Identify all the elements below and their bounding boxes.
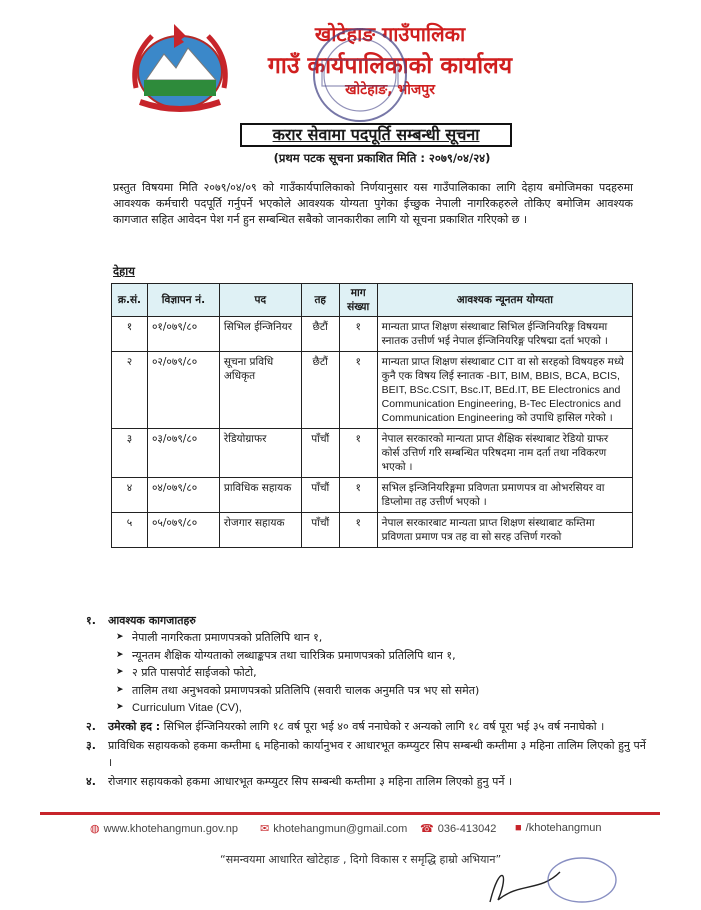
- cell-qualification: मान्यता प्राप्त शिक्षण संस्थाबाट CIT वा सो सरहको विषयहरु मध्ये कुनै एक विषय लिई स्नातक -BIT, BIM, BBIS, BCA, BCIS, BEIT, BSc.CSIT, Bsc.IT, BEd.IT, BE Electronics and Communication Engineering, B-Tec Electronics and Communication Engineering को उपाधि हासिल गरेको ।: [377, 352, 632, 429]
- vacancy-table: [111, 283, 633, 548]
- requirements-section: [86, 612, 646, 790]
- col-ad-no: विज्ञापन नं.: [147, 284, 219, 317]
- item-number: २.: [86, 719, 96, 733]
- cell-post: सिभिल ईन्जिनियर: [219, 317, 301, 352]
- table-row: [112, 429, 633, 478]
- cell-qualification: नेपाल सरकारको मान्यता प्राप्त शैक्षिक संस्थाबाट रेडियो ग्राफर कोर्स उत्तिर्ण गरि सम्बन्धित परिषदमा नाम दर्ता तथा नविकरण भएको ।: [377, 429, 632, 478]
- document-bullet: [116, 682, 646, 700]
- email-link[interactable]: khotehangmun@gmail.com: [273, 823, 408, 835]
- cell-demand: १: [339, 513, 377, 548]
- notice-title: करार सेवामा पदपूर्ति सम्बन्धी सूचना: [240, 123, 512, 147]
- publish-date: (प्रथम पटक सूचना प्रकाशित मिति : २०७९/०४/२४): [273, 151, 491, 165]
- document-bullet: [116, 629, 646, 647]
- item-number: १.: [86, 614, 96, 627]
- cell-level: पाँचौं: [301, 429, 339, 478]
- arrow-bullet-icon: ➤: [116, 702, 124, 712]
- phone-icon: ☎: [420, 823, 434, 835]
- cell-qualification: नेपाल सरकारबाट मान्यता प्राप्त शिक्षण संस्थाबाट कम्तिमा प्रविणता प्रमाण पत्र तह वा सो सरह उत्तिर्ण गरको: [377, 513, 632, 548]
- arrow-bullet-icon: ➤: [116, 649, 124, 660]
- cell-level: छैटौं: [301, 317, 339, 352]
- document-bullet: [116, 699, 646, 718]
- col-qualification: आवश्यक न्यूनतम योग्यता: [377, 284, 632, 317]
- website-link[interactable]: www.khotehangmun.gov.np: [103, 823, 238, 835]
- signature-stamp-icon: [470, 852, 620, 910]
- cell-post: रोजगार सहायक: [219, 513, 301, 548]
- intro-paragraph: प्रस्तुत विषयमा मिति २०७९/०४/०९ को गाउँकार्यपालिकाको निर्णयानुसार यस गाउँपालिकाका लागि देहाय बमोजिमका पदहरुमा आवश्यक कर्मचारी पदपूर्ति गर्नुपर्ने भएकोले आवश्यक योग्यता पुगेका ईच्छुक नेपाली नागरिकहरुले तोकिए बमोजिम आवश्यक कागजात सहित आवेदन पेश गर्न हुन सम्बन्धित सबैको जानकारीका लागि यो सूचना प्रकाशित गरिएको छ ।: [113, 181, 633, 226]
- facebook-link[interactable]: /khotehangmun: [525, 822, 602, 834]
- document-text: २ प्रति पासपोर्ट साईजको फोटो,: [132, 666, 257, 679]
- cell-ad-no: ०२/०७९/८०: [147, 352, 219, 429]
- cell-level: पाँचौं: [301, 513, 339, 548]
- document-text: Curriculum Vitae (CV),: [132, 702, 242, 714]
- table-row: [112, 513, 633, 548]
- slogan: “समन्वयमा आधारित खोटेहाङ , दिगो विकास र समृद्धि हाम्रो अभियान”: [220, 853, 502, 866]
- technical-assistant-text: प्राविधिक सहायकको हकमा कम्तीमा ६ महिनाको कार्यानुभव र आधारभूत कम्प्युटर सिप सम्बन्धी कम्तीमा ३ महिना तालिम लिएको हुनु पर्ने ।: [108, 738, 646, 769]
- document-text: न्यूनतम शैक्षिक योग्यताको लब्धाङ्कपत्र तथा चारित्रिक प्रमाणपत्रको प्रतिलिपि थान १,: [132, 648, 456, 662]
- email-contact[interactable]: [260, 822, 407, 835]
- cell-demand: १: [339, 352, 377, 429]
- cell-ad-no: ०४/०७९/८०: [147, 478, 219, 513]
- facebook-icon: ■: [515, 822, 522, 834]
- employment-assistant-item: [86, 773, 646, 790]
- cell-serial: ४: [112, 478, 148, 513]
- item-number: ४.: [86, 774, 96, 788]
- table-row: [112, 352, 633, 429]
- municipality-name: खोटेहाङ गाउँपालिका: [314, 22, 466, 46]
- cell-ad-no: ०३/०७९/८०: [147, 429, 219, 478]
- mail-icon: ✉: [260, 823, 270, 835]
- document-bullet: [116, 664, 646, 682]
- footer-divider: [40, 812, 660, 815]
- col-serial: क्र.सं.: [112, 284, 148, 317]
- col-post: पद: [219, 284, 301, 317]
- website-contact[interactable]: [90, 822, 238, 835]
- facebook-contact[interactable]: [515, 822, 602, 834]
- arrow-bullet-icon: ➤: [116, 667, 124, 677]
- cell-serial: १: [112, 317, 148, 352]
- office-stamp-icon: [300, 20, 420, 130]
- table-row: [112, 317, 633, 352]
- age-limit-text: सिभिल ईन्जिनियरको लागि १८ वर्ष पूरा भई ४० वर्ष ननाघेको र अन्यको लागि १८ वर्ष पूरा भई ३५ वर्ष ननाघेको ।: [160, 719, 605, 733]
- cell-demand: १: [339, 478, 377, 513]
- office-name: गाउँ कार्यपालिकाको कार्यालय: [267, 53, 513, 79]
- cell-serial: २: [112, 352, 148, 429]
- cell-demand: १: [339, 429, 377, 478]
- cell-demand: १: [339, 317, 377, 352]
- col-level: तह: [301, 284, 339, 317]
- cell-post: प्राविधिक सहायक: [219, 478, 301, 513]
- age-limit-title: उमेरको हद :: [108, 719, 161, 733]
- table-row: [112, 478, 633, 513]
- cell-ad-no: ०५/०७९/८०: [147, 513, 219, 548]
- col-demand: माग संख्या: [339, 284, 377, 317]
- cell-serial: ३: [112, 429, 148, 478]
- arrow-bullet-icon: ➤: [116, 684, 124, 695]
- required-documents-item: [86, 612, 646, 629]
- cell-qualification: मान्यता प्राप्त शिक्षण संस्थाबाट सिभिल ईन्जिनियरिङ्ग विषयमा स्नातक उत्तीर्ण भई नेपाल ईन्जिनियरिङ्ग परिषद्मा दर्ता भएको ।: [377, 317, 632, 352]
- item-number: ३.: [86, 738, 96, 752]
- table-header-row: [112, 284, 633, 317]
- cell-level: छैटौं: [301, 352, 339, 429]
- globe-icon: ◍: [90, 823, 100, 835]
- age-limit-item: [86, 718, 646, 735]
- document-text: नेपाली नागरिकता प्रमाणपत्रको प्रतिलिपि थान १,: [132, 631, 323, 644]
- technical-assistant-item: [86, 737, 646, 771]
- required-documents-title: आवश्यक कागजातहरु: [108, 614, 196, 627]
- section-label: देहाय: [113, 264, 135, 278]
- arrow-bullet-icon: ➤: [116, 632, 124, 642]
- cell-post: रेडियोग्राफर: [219, 429, 301, 478]
- cell-level: पाँचौं: [301, 478, 339, 513]
- phone-contact: [420, 822, 496, 835]
- office-address: खोटेहाङ, भोजपुर: [345, 82, 435, 98]
- employment-assistant-text: रोजगार सहायकको हकमा आधारभूत कम्प्युटर सिप सम्बन्धी कम्तीमा ३ महिना तालिम लिएको हुनु पर्ने ।: [108, 774, 513, 788]
- cell-ad-no: ०१/०७९/८०: [147, 317, 219, 352]
- cell-qualification: सभिल इन्जिनियरिङ्गमा प्रविणता प्रमाणपत्र वा ओभरसियर वा डिप्लोमा तह उत्तीर्ण भएको ।: [377, 478, 632, 513]
- cell-serial: ५: [112, 513, 148, 548]
- document-bullet: [116, 647, 646, 665]
- document-text: तालिम तथा अनुभवको प्रमाणपत्रको प्रतिलिपि (सवारी चालक अनुमति पत्र भए सो समेत): [132, 683, 480, 697]
- phone-number: 036-413042: [437, 823, 497, 835]
- cell-post: सूचना प्रविधि अधिकृत: [219, 352, 301, 429]
